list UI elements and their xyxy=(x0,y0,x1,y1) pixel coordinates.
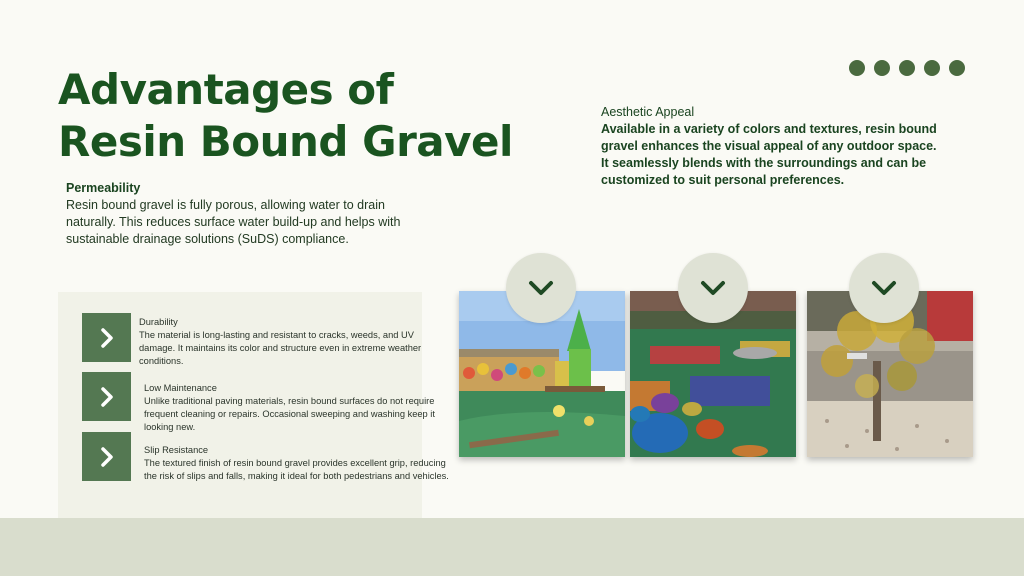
feature-slip-resistance xyxy=(144,444,454,483)
feature-durability xyxy=(139,316,429,368)
chevron-down-icon[interactable] xyxy=(849,253,919,323)
aesthetic-heading: Aesthetic Appeal xyxy=(601,105,695,119)
feature-body: The textured finish of resin bound gravel provides excellent grip, reducing the risk of slips and falls, making it ideal for both pedestrians and vehicles. xyxy=(144,458,449,481)
chevron-down-icon[interactable] xyxy=(506,253,576,323)
feature-low-maintenance xyxy=(144,382,442,434)
title-line-2: Resin Bound Gravel xyxy=(58,117,513,166)
feature-heading: Durability xyxy=(139,317,178,327)
title-line-1: Advantages of xyxy=(58,65,394,114)
permeability-heading: Permeability xyxy=(66,181,141,195)
feature-heading: Slip Resistance xyxy=(144,445,209,455)
permeability-body: Resin bound gravel is fully porous, allowing water to drain naturally. This reduces surface water build-up and helps with sustainable drainage solutions (SuDS) compliance. xyxy=(66,198,401,246)
dot-icon[interactable] xyxy=(849,60,865,76)
chevron-right-icon[interactable] xyxy=(82,313,131,362)
dot-icon[interactable] xyxy=(899,60,915,76)
feature-heading: Low Maintenance xyxy=(144,383,217,393)
page-title xyxy=(58,64,558,168)
dot-icon[interactable] xyxy=(874,60,890,76)
pagination-dots xyxy=(849,60,965,76)
dot-icon[interactable] xyxy=(949,60,965,76)
footer-band xyxy=(0,518,1024,576)
dot-icon[interactable] xyxy=(924,60,940,76)
chevron-right-icon[interactable] xyxy=(82,372,131,421)
feature-body: The material is long-lasting and resistant to cracks, weeds, and UV damage. It maintains its color and structure even in extreme weather conditions. xyxy=(139,330,422,366)
feature-body: Unlike traditional paving materials, resin bound surfaces do not require frequent cleaning or repairs. Occasional sweeping and washing keep it looking new. xyxy=(144,396,435,432)
chevron-down-icon[interactable] xyxy=(678,253,748,323)
chevron-right-icon[interactable] xyxy=(82,432,131,481)
aesthetic-body: Available in a variety of colors and textures, resin bound gravel enhances the visual appeal of any outdoor space. It seamlessly blends with the surroundings and can be customized to suit personal preferences. xyxy=(601,122,937,187)
permeability-section xyxy=(66,180,416,248)
aesthetic-section xyxy=(601,104,946,189)
